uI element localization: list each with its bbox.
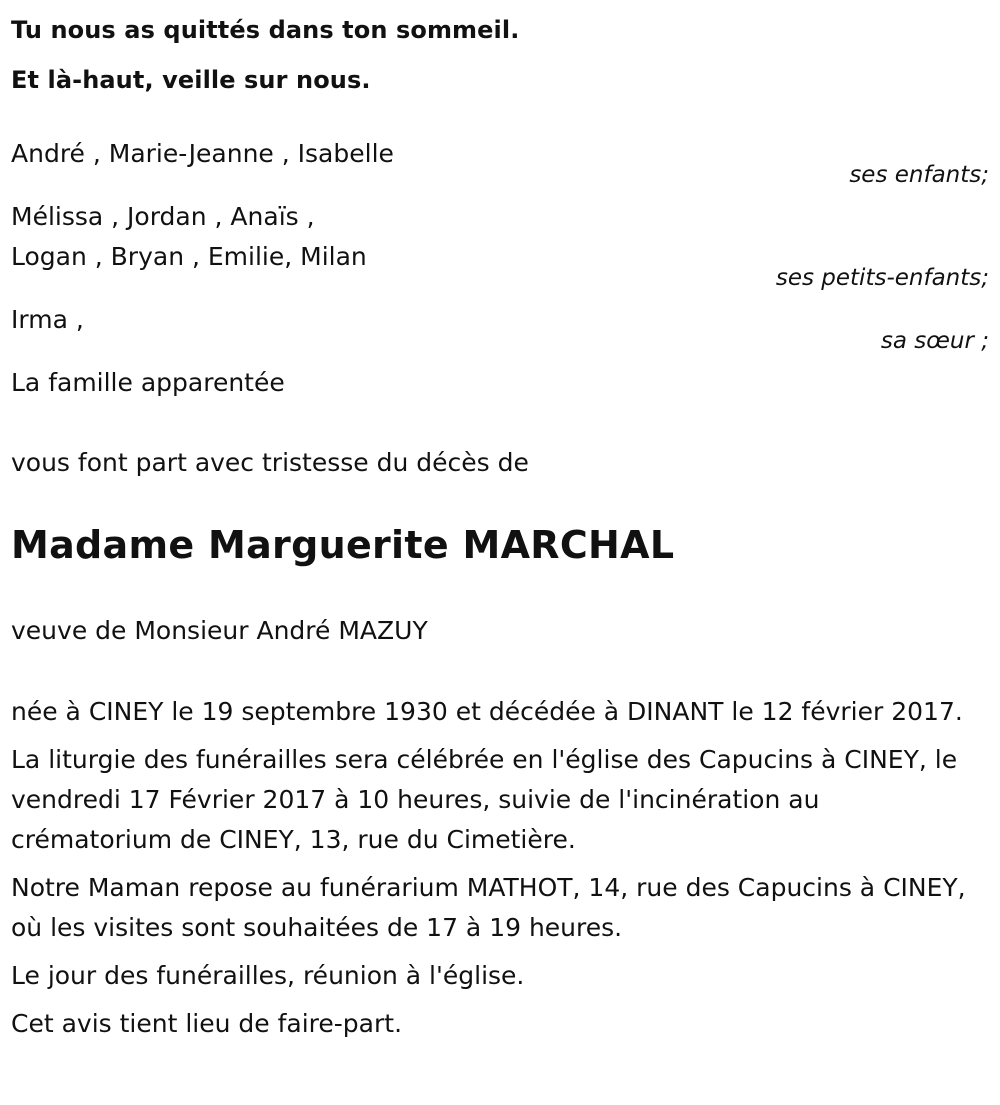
liturgy-paragraph: La liturgie des funérailles sera célébrée en l'église des Capucins à CINEY, le vendredi 17 Février 2017 à 10 heures, suivie de l'incinération au crématorium de CINEY, 13, rue du Cimetière. — [11, 745, 958, 854]
grandchildren-names-line-1: Mélissa , Jordan , Anaïs , — [11, 202, 315, 231]
children-names: André , Marie-Jeanne , Isabelle — [11, 139, 394, 168]
birth-death-paragraph: née à CINEY le 19 septembre 1930 et décédée à DINANT le 12 février 2017. — [11, 697, 963, 726]
details-section — [11, 692, 986, 1044]
deceased-name: Madame Marguerite MARCHAL — [11, 523, 675, 567]
children-relation: ses enfants; — [849, 162, 989, 188]
intro-line-2: Et là-haut, veille sur nous. — [11, 66, 371, 94]
intro-verse — [11, 4, 991, 104]
announcement-line: vous font part avec tristesse du décès de — [11, 448, 529, 477]
notice-paragraph: Cet avis tient lieu de faire-part. — [11, 1009, 403, 1038]
grandchildren-relation: ses petits-enfants; — [775, 265, 989, 291]
sister-name: Irma , — [11, 305, 84, 334]
relatives-line: La famille apparentée — [11, 368, 285, 397]
rest-paragraph: Notre Maman repose au funérarium MATHOT, 14, rue des Capucins à CINEY, où les visites sont souhaitées de 17 à 19 heures. — [11, 873, 966, 942]
sister-relation: sa sœur ; — [880, 328, 989, 354]
spouse-line: veuve de Monsieur André MAZUY — [11, 616, 428, 645]
meeting-paragraph: Le jour des funérailles, réunion à l'église. — [11, 961, 525, 990]
intro-line-1: Tu nous as quittés dans ton sommeil. — [11, 16, 520, 44]
grandchildren-names-line-2: Logan , Bryan , Emilie, Milan — [11, 242, 367, 271]
